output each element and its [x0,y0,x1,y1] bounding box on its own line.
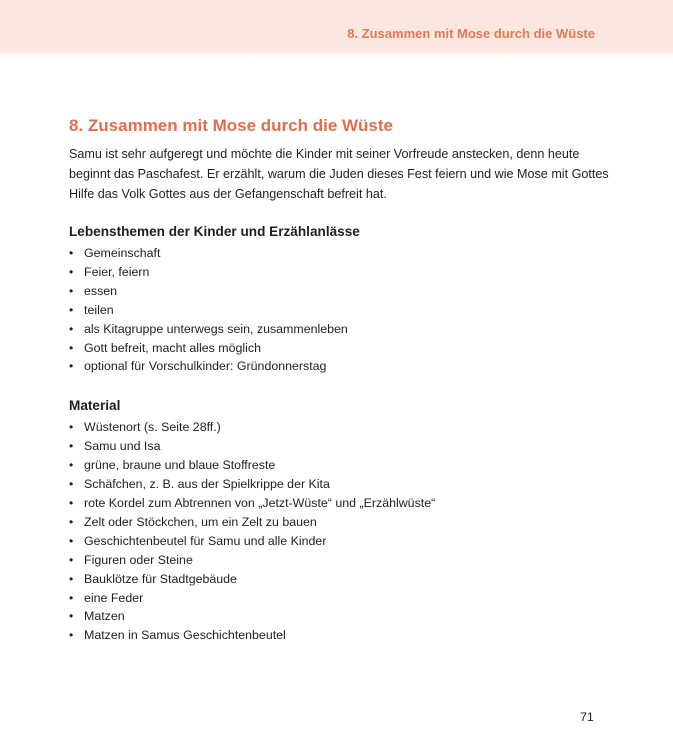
list-item: • Schäfchen, z. B. aus der Spielkrippe der Kita [69,475,609,494]
list-item: • Zelt oder Stöckchen, um ein Zelt zu bauen [69,513,609,532]
section-heading-lebensthemen: Lebensthemen der Kinder und Erzählanlässe [69,224,360,239]
list-item: • eine Feder [69,589,609,608]
lebensthemen-list [69,244,609,376]
list-item: • Matzen in Samus Geschichtenbeutel [69,626,609,645]
page-number: 71 [580,710,594,724]
list-item: • essen [69,282,609,301]
list-item: • Matzen [69,607,609,626]
list-item: • Feier, feiern [69,263,609,282]
list-item: • Bauklötze für Stadtgebäude [69,570,609,589]
list-item: • Geschichtenbeutel für Samu und alle Kinder [69,532,609,551]
intro-paragraph: Samu ist sehr aufgeregt und möchte die Kinder mit seiner Vorfreude anstecken, denn heute beginnt das Paschafest. Er erzählt, warum die Juden dieses Fest feiern und wie Mose mit Gottes Hilfe das Volk Gottes aus der Gefangenschaft befreit hat. [69,147,609,201]
list-item: • als Kitagruppe unterwegs sein, zusammenleben [69,320,609,339]
list-item: • grüne, braune und blaue Stoffreste [69,456,609,475]
list-item: • Figuren oder Steine [69,551,609,570]
list-item: • optional für Vorschulkinder: Gründonnerstag [69,357,609,376]
list-item: • Gemeinschaft [69,244,609,263]
list-item: • Wüstenort (s. Seite 28ff.) [69,418,609,437]
material-list [69,418,609,645]
running-header: 8. Zusammen mit Mose durch die Wüste [347,26,595,41]
list-item: • rote Kordel zum Abtrennen von „Jetzt-Wüste“ und „Erzählwüste“ [69,494,609,513]
list-item: • teilen [69,301,609,320]
list-item: • Gott befreit, macht alles möglich [69,339,609,358]
section-heading-material: Material [69,398,121,414]
list-item: • Samu und Isa [69,437,609,456]
page-content [69,116,609,645]
page-title: 8. Zusammen mit Mose durch die Wüste [69,116,394,135]
